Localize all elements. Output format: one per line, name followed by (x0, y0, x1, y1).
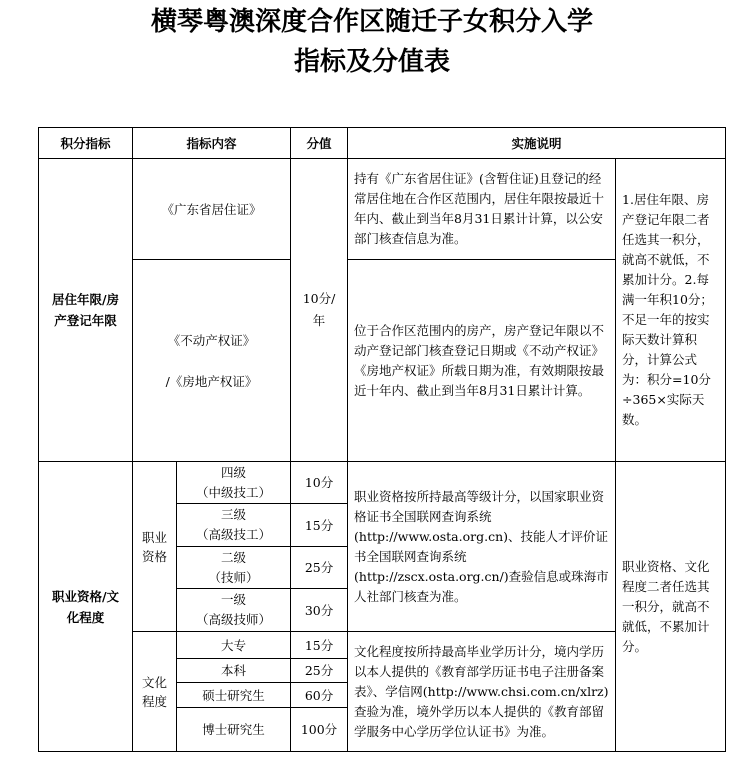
vocational-level-1: 一级 （高级技师） (177, 589, 291, 632)
residence-item-permit: 《广东省居住证》 (133, 159, 291, 260)
vocational-score-2: 25分 (291, 547, 348, 589)
vocational-level-4: 四级 （中级技工） (177, 462, 291, 504)
vocational-label: 职业资格 (133, 462, 177, 632)
vocational-description: 职业资格按所持最高等级计分，以国家职业资格证书全国联网查询系统(http://www.osta.org.cn)、技能人才评价证书全国联网查询系统(http://zscx.osta.org.cn/)查验信息或珠海市人社部门核查为准。 (348, 462, 616, 632)
header-description: 实施说明 (348, 128, 726, 159)
points-table (38, 127, 726, 752)
qualification-category: 职业资格/文化程度 (39, 462, 133, 752)
education-score-doctor: 100分 (291, 708, 348, 752)
residence-score: 10分/年 (291, 159, 348, 462)
table-header-row (39, 128, 726, 159)
education-score-bachelor: 25分 (291, 659, 348, 683)
residence-category: 居住年限/房产登记年限 (39, 159, 133, 462)
residence-property-description: 位于合作区范围内的房产，房产登记年限以不动产登记部门核查登记日期或《不动产权证》《房地产权证》所载日期为准，有效期限按最近十年内、截止到当年8月31日累计计算。 (348, 260, 616, 462)
residence-note: 1.居住年限、房产登记年限二者任选其一积分，就高不就低，不累加计分。2.每满一年积10分；不足一年的按实际天数计算积分，计算公式为：积分=10分÷365×实际天数。 (616, 159, 726, 462)
vocational-score-4: 10分 (291, 462, 348, 504)
property-cert-line2: /《房地产权证》 (165, 373, 258, 389)
education-level-junior-college: 大专 (177, 632, 291, 659)
vocational-score-1: 30分 (291, 589, 348, 632)
education-score-master: 60分 (291, 683, 348, 708)
education-level-doctor: 博士研究生 (177, 708, 291, 752)
residence-item-property (133, 260, 291, 462)
residence-permit-description: 持有《广东省居住证》(含暂住证)且登记的经常居住地在合作区范围内，居住年限按最近十年内、截止到当年8月31日累计计算，以公安部门核查信息为准。 (348, 159, 616, 260)
education-description: 文化程度按所持最高毕业学历计分，境内学历以本人提供的《教育部学历证书电子注册备案表》、学信网(http://www.chsi.com.cn/xlrz)查验为准，境外学历以本人提供的《教育部留学服务中心学历学位认证书》为准。 (348, 632, 616, 752)
property-cert-line1: 《不动产权证》 (167, 332, 256, 348)
header-score: 分值 (291, 128, 348, 159)
vocational-level-3: 三级 （高级技工） (177, 504, 291, 547)
table-row (39, 159, 726, 260)
education-label: 文化程度 (133, 632, 177, 752)
vocational-level-2: 二级 （技师） (177, 547, 291, 589)
document-title: 横琴粤澳深度合作区随迁子女积分入学 (150, 7, 593, 37)
education-level-master: 硕士研究生 (177, 683, 291, 708)
vocational-score-3: 15分 (291, 504, 348, 547)
document-subtitle: 指标及分值表 (293, 47, 450, 77)
header-indicator: 积分指标 (39, 128, 133, 159)
qualification-note: 职业资格、文化程度二者任选其一积分，就高不就低，不累加计分。 (616, 462, 726, 752)
table-row (39, 462, 726, 504)
education-level-bachelor: 本科 (177, 659, 291, 683)
header-content: 指标内容 (133, 128, 291, 159)
education-score-junior-college: 15分 (291, 632, 348, 659)
